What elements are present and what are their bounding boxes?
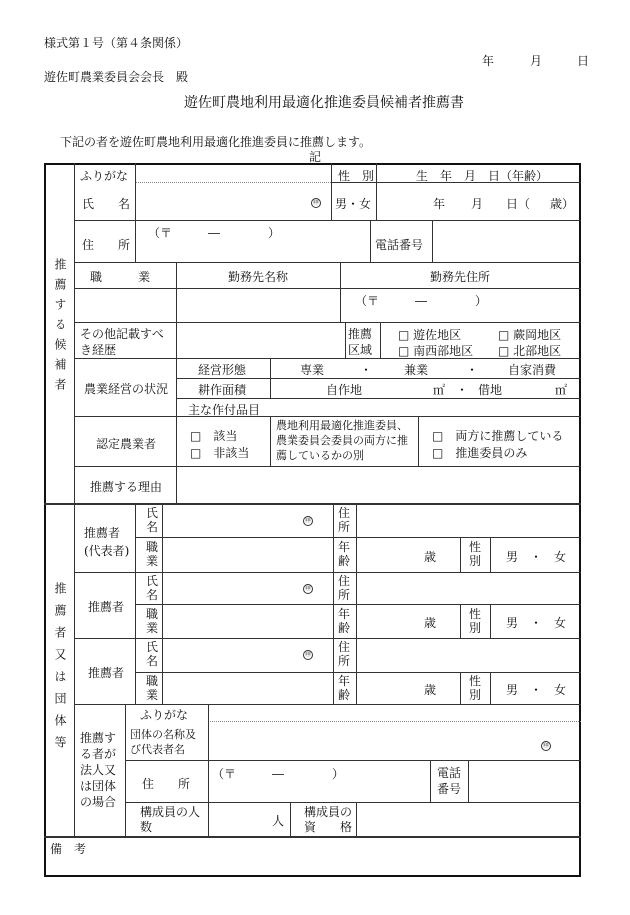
rec3-name-label: 氏名 <box>146 640 159 668</box>
rec1-age-label: 年齢 <box>338 540 351 568</box>
candidate-furigana-label: ふりがな <box>80 169 129 183</box>
rec1-seal-icon: ㊞ <box>304 517 311 524</box>
mgmt-full-time: 専業 <box>300 363 325 377</box>
sqm-unit-2: ㎡ <box>555 383 568 397</box>
workplace-address-label: 勤務先住所 <box>430 270 491 284</box>
rec1-gender-label: 性別 <box>469 540 482 568</box>
birth-header: 生 年 月 日（年齢） <box>416 169 549 183</box>
reason-label: 推薦する理由 <box>90 480 163 494</box>
ki-marker: 記 <box>309 150 322 164</box>
birth-month: 月 <box>471 197 484 211</box>
leased-label: 借地 <box>478 383 503 397</box>
candidate-address-label: 住 所 <box>82 238 131 252</box>
rec3-job-label: 職業 <box>146 674 159 702</box>
org-furigana-label: ふりがな <box>140 708 189 722</box>
org-nin: 人 <box>272 814 285 828</box>
recommender-rep-label: 推薦者 (代表者) <box>84 526 130 558</box>
remarks-label: 備 考 <box>50 842 87 856</box>
document-title: 遊佐町農地利用最適化推進委員候補者推薦書 <box>184 95 464 111</box>
gender-options: 男・女 <box>335 197 372 211</box>
rec1-sai: 歳 <box>424 550 437 564</box>
both-yes-checkbox[interactable]: □ 両方に推薦している <box>432 429 564 443</box>
rec2-name-label: 氏名 <box>146 574 159 602</box>
org-name-rep-label: 団体の名称及び代表者名 <box>130 728 196 756</box>
gender-header: 性 別 <box>338 169 375 183</box>
rec2-age-label: 年齢 <box>338 607 351 635</box>
rec2-seal-icon: ㊞ <box>304 585 311 592</box>
org-seal-icon: ㊞ <box>542 742 549 749</box>
birth-day: 日（ <box>506 197 531 211</box>
candidate-section-label: 推薦する候補者 <box>53 258 67 398</box>
certified-label: 認定農業者 <box>96 437 157 451</box>
cert-yes-checkbox[interactable]: □ 該当 <box>190 429 238 443</box>
district-hokubu-checkbox[interactable]: □ 北部地区 <box>498 344 562 358</box>
candidate-seal-icon: ㊞ <box>312 199 319 206</box>
date-month: 月 <box>530 54 543 68</box>
rec2-address-label: 住所 <box>338 574 351 602</box>
org-members-count-label: 構成員の人数 <box>140 805 201 834</box>
mgmt-self-consumption: 自家消費 <box>508 363 557 377</box>
rec3-gender-label: 性別 <box>469 674 482 702</box>
org-postal: （〒 ― ） <box>212 767 345 781</box>
form-number: 様式第１号（第４条関係） <box>44 36 189 50</box>
rec2-sai: 歳 <box>424 616 437 630</box>
date-year: 年 <box>482 54 495 68</box>
candidate-name-label: 氏 名 <box>82 197 131 211</box>
addressee: 遊佐町農業委員会会長 殿 <box>44 70 189 84</box>
rec1-name-label: 氏名 <box>146 506 159 534</box>
mgmt-form-label: 経営形態 <box>198 363 247 377</box>
candidate-phone-label: 電話番号 <box>375 238 424 252</box>
intro-text: 下記の者を遊佐町農地利用最適化推進委員に推薦します。 <box>60 135 372 149</box>
mgmt-sep2: ・ <box>466 363 479 377</box>
rec2-gender-label: 性別 <box>469 607 482 635</box>
rec3-sai: 歳 <box>424 683 437 697</box>
both-no-checkbox[interactable]: □ 推進委員のみ <box>432 446 528 460</box>
district-yusa-checkbox[interactable]: □ 遊佐地区 <box>398 328 462 342</box>
cert-no-checkbox[interactable]: □ 非該当 <box>190 446 250 460</box>
district-label: 推薦区域 <box>348 327 373 357</box>
candidate-postal: （〒 ― ） <box>148 226 281 240</box>
workplace-postal: （〒 ― ） <box>355 294 488 308</box>
rec2-gender-options: 男 ・ 女 <box>506 616 567 630</box>
sqm-unit-1: ㎡ <box>433 383 446 397</box>
date-day: 日 <box>577 54 590 68</box>
rec3-gender-options: 男 ・ 女 <box>506 683 567 697</box>
org-address-label: 住 所 <box>142 777 191 791</box>
org-members-qual-label: 構成員の資 格 <box>304 805 353 834</box>
recommender-section-label: 推薦者又は団体等 <box>53 582 67 758</box>
occupation-label: 職 業 <box>90 270 151 284</box>
own-land-label: 自作地 <box>326 383 363 397</box>
rec1-job-label: 職業 <box>146 540 159 568</box>
area-sep: ・ <box>456 383 469 397</box>
main-crops-label: 主な作付品目 <box>188 403 261 417</box>
farm-status-label: 農業経営の状況 <box>84 382 169 396</box>
rec3-seal-icon: ㊞ <box>304 651 311 658</box>
mgmt-part-time: 兼業 <box>404 363 429 377</box>
rec1-gender-options: 男 ・ 女 <box>506 550 567 564</box>
birth-year: 年 <box>433 197 446 211</box>
rec3-address-label: 住所 <box>338 640 351 668</box>
rec1-address-label: 住所 <box>338 506 351 534</box>
both-question: 農地利用最適化推進委員、農業委員会委員の両方に推薦しているかの別 <box>276 419 408 462</box>
rec2-job-label: 職業 <box>146 607 159 635</box>
recommender3-label: 推薦者 <box>88 666 125 680</box>
org-phone-label: 電話番号 <box>437 766 462 796</box>
rec3-age-label: 年齢 <box>338 674 351 702</box>
area-label: 耕作面積 <box>198 383 247 397</box>
recommender2-label: 推薦者 <box>88 600 125 614</box>
org-label: 推薦する者が法人又は団体の場合 <box>80 731 117 809</box>
district-warabioka-checkbox[interactable]: □ 蕨岡地区 <box>498 328 562 342</box>
workplace-name-label: 勤務先名称 <box>228 270 289 284</box>
birth-age: 歳） <box>550 197 575 211</box>
district-nanseibu-checkbox[interactable]: □ 南西部地区 <box>398 344 474 358</box>
mgmt-sep1: ・ <box>360 363 373 377</box>
career-label: その他記載すべき経歴 <box>80 327 164 357</box>
